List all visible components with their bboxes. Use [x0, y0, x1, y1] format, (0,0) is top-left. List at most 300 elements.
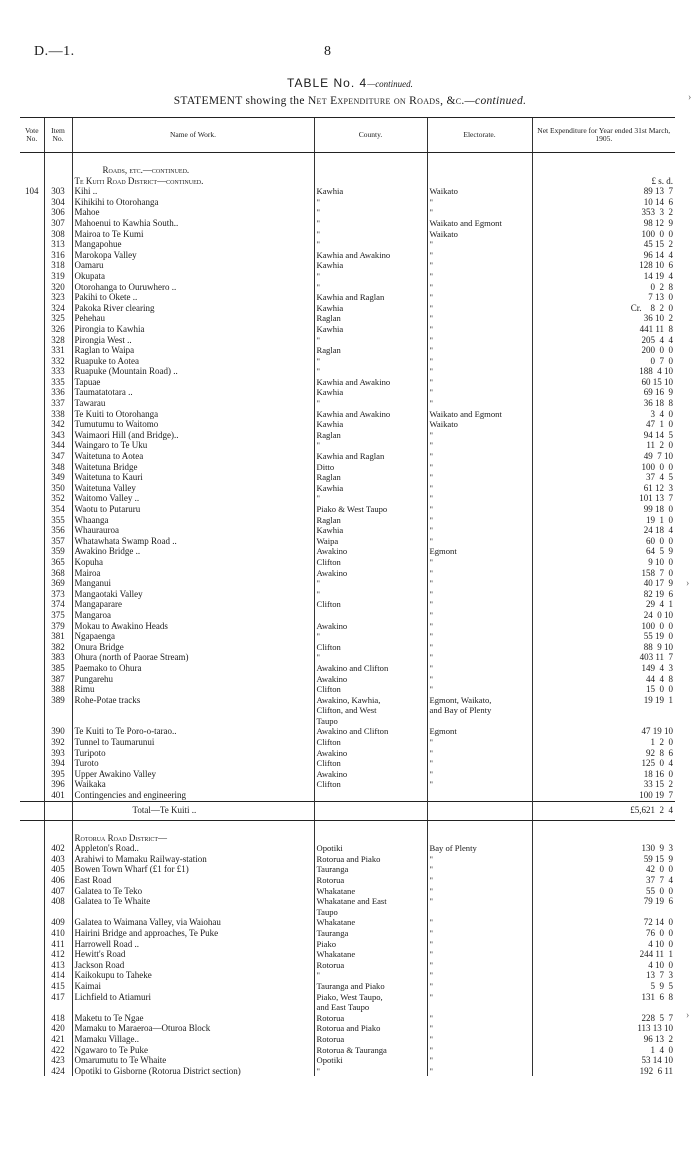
work-name: Waitetuna to Aotea [72, 451, 314, 462]
electorate-name: " [427, 568, 532, 579]
vote-number [20, 557, 44, 568]
table-row [20, 578, 675, 589]
work-name: Pirongia West .. [72, 335, 314, 346]
work-name: Kaikokupu to Taheke [72, 970, 314, 981]
electorate-name: " [427, 313, 532, 324]
county-name: Taupo [314, 716, 427, 727]
work-name: Whatawhata Swamp Road .. [72, 536, 314, 547]
table-row [20, 917, 675, 928]
county-name: Tauranga [314, 928, 427, 939]
vote-number [20, 949, 44, 960]
net-expenditure: 0 2 8 [532, 282, 675, 293]
net-expenditure: 113 13 10 [532, 1023, 675, 1034]
item-number: 324 [44, 303, 72, 314]
county-name: " [314, 282, 427, 293]
work-name: Appleton's Road.. [72, 843, 314, 854]
work-name [72, 907, 314, 918]
work-name: Turipoto [72, 748, 314, 759]
table-row [20, 504, 675, 515]
item-number: 373 [44, 589, 72, 600]
vote-number [20, 409, 44, 420]
work-name: Pirongia to Kawhia [72, 324, 314, 335]
net-expenditure [532, 1002, 675, 1013]
table-row [20, 197, 675, 208]
electorate-name: " [427, 536, 532, 547]
vote-number [20, 229, 44, 240]
net-expenditure: 188 4 10 [532, 366, 675, 377]
net-expenditure: 18 16 0 [532, 769, 675, 780]
electorate-name: " [427, 1023, 532, 1034]
work-name: Mangaroa [72, 610, 314, 621]
electorate-name: " [427, 462, 532, 473]
county-name [314, 610, 427, 621]
county-name: Kawhia [314, 483, 427, 494]
table-row [20, 589, 675, 600]
county-name: Rotorua [314, 960, 427, 971]
net-expenditure: 353 3 2 [532, 207, 675, 218]
vote-number [20, 218, 44, 229]
county-name: Kawhia and Raglan [314, 292, 427, 303]
table-body [20, 153, 675, 1077]
electorate-name: " [427, 430, 532, 441]
net-expenditure: 14 19 4 [532, 271, 675, 282]
item-number: 336 [44, 387, 72, 398]
vote-number [20, 631, 44, 642]
electorate-name: " [427, 917, 532, 928]
county-name: Awakino [314, 621, 427, 632]
item-number: 323 [44, 292, 72, 303]
electorate-name: " [427, 1013, 532, 1024]
item-number: 383 [44, 652, 72, 663]
net-expenditure: 228 5 7 [532, 1013, 675, 1024]
table-row [20, 451, 675, 462]
net-expenditure: 11 2 0 [532, 440, 675, 451]
item-number: 332 [44, 356, 72, 367]
item-number: 402 [44, 843, 72, 854]
county-name: Ditto [314, 462, 427, 473]
electorate-name: " [427, 440, 532, 451]
item-number: 350 [44, 483, 72, 494]
work-name [72, 705, 314, 716]
table-row [20, 536, 675, 547]
vote-number [20, 578, 44, 589]
work-name: Oamaru [72, 260, 314, 271]
item-cell [44, 833, 72, 844]
item-number: 415 [44, 981, 72, 992]
page-header [0, 0, 700, 120]
item-number: 304 [44, 197, 72, 208]
table-row [20, 1066, 675, 1077]
electorate-name: " [427, 525, 532, 536]
item-number: 375 [44, 610, 72, 621]
table-row [20, 483, 675, 494]
work-name: Harrowell Road .. [72, 939, 314, 950]
table-row [20, 769, 675, 780]
net-expenditure: 98 12 9 [532, 218, 675, 229]
spacer-row [20, 820, 675, 833]
work-name: Te Kuiti to Otorohanga [72, 409, 314, 420]
county-name: Kawhia and Awakino [314, 250, 427, 261]
county-name: " [314, 335, 427, 346]
work-name: Galatea to Waimana Valley, via Waiohau [72, 917, 314, 928]
work-name: East Road [72, 875, 314, 886]
work-name: Rohe-Potae tracks [72, 695, 314, 706]
electorate-name: Waikato [427, 186, 532, 197]
table-row [20, 1013, 675, 1024]
item-number: 393 [44, 748, 72, 759]
vote-number [20, 960, 44, 971]
table-row [20, 1023, 675, 1034]
net-expenditure: 9 10 0 [532, 557, 675, 568]
work-name: Rimu [72, 684, 314, 695]
electorate-name: " [427, 356, 532, 367]
electorate-name: and Bay of Plenty [427, 705, 532, 716]
county-name: " [314, 218, 427, 229]
net-expenditure: 40 17 9 [532, 578, 675, 589]
net-expenditure: 96 13 2 [532, 1034, 675, 1045]
net-expenditure: 4 10 0 [532, 939, 675, 950]
work-name: Galatea to Te Whaite [72, 896, 314, 907]
electorate-name: " [427, 1034, 532, 1045]
item-number: 326 [44, 324, 72, 335]
vote-number [20, 705, 44, 716]
table-row [20, 1034, 675, 1045]
item-number: 325 [44, 313, 72, 324]
item-number: 403 [44, 854, 72, 865]
net-expenditure: 53 14 10 [532, 1055, 675, 1066]
item-number: 390 [44, 726, 72, 737]
item-number: 354 [44, 504, 72, 515]
vote-number [20, 1023, 44, 1034]
county-name: Whakatane [314, 917, 427, 928]
section-heading: Roads, etc.—continued. [72, 165, 314, 176]
electorate-name: " [427, 949, 532, 960]
item-number: 306 [44, 207, 72, 218]
vote-number [20, 589, 44, 600]
net-expenditure: 125 0 4 [532, 758, 675, 769]
item-number: 343 [44, 430, 72, 441]
item-number: 349 [44, 472, 72, 483]
table-row [20, 398, 675, 409]
net-expenditure: 88 9 10 [532, 642, 675, 653]
table-row [20, 356, 675, 367]
table-row [20, 440, 675, 451]
county-name: Rotorua and Piako [314, 1023, 427, 1034]
table-row [20, 695, 675, 706]
work-name: Whaurauroa [72, 525, 314, 536]
county-name: Clifton, and West [314, 705, 427, 716]
net-expenditure: 4 10 0 [532, 960, 675, 971]
county-name: Awakino [314, 674, 427, 685]
work-name: Awakino Bridge .. [72, 546, 314, 557]
net-expenditure: 33 15 2 [532, 779, 675, 790]
vote-number [20, 387, 44, 398]
table-row [20, 949, 675, 960]
table-row [20, 599, 675, 610]
electorate-cell [427, 833, 532, 844]
electorate-name: " [427, 992, 532, 1003]
item-number: 333 [44, 366, 72, 377]
electorate-name: " [427, 557, 532, 568]
electorate-name: " [427, 1045, 532, 1056]
electorate-name: " [427, 207, 532, 218]
county-name: Kawhia and Raglan [314, 451, 427, 462]
net-expenditure: 403 11 7 [532, 652, 675, 663]
net-expenditure: 92 8 6 [532, 748, 675, 759]
vote-number [20, 440, 44, 451]
table-row [20, 271, 675, 282]
vote-number [20, 981, 44, 992]
net-expenditure: 192 6 11 [532, 1066, 675, 1077]
work-name: Pakihi to Okete .. [72, 292, 314, 303]
county-name: Raglan [314, 515, 427, 526]
vote-number [20, 1055, 44, 1066]
vote-number [20, 345, 44, 356]
vote-number [20, 377, 44, 388]
vote-number [20, 769, 44, 780]
item-number: 413 [44, 960, 72, 971]
statement-prefix: STATEMENT showing the [173, 95, 305, 107]
county-name: Awakino and Clifton [314, 726, 427, 737]
net-expenditure: 99 18 0 [532, 504, 675, 515]
table-row [20, 631, 675, 642]
work-name: Waikaka [72, 779, 314, 790]
electorate-name [427, 790, 532, 801]
table-row [20, 886, 675, 897]
item-number: 414 [44, 970, 72, 981]
county-name: Clifton [314, 557, 427, 568]
vote-number [20, 197, 44, 208]
vote-number [20, 992, 44, 1003]
col-vote-no: Vote No. [20, 118, 44, 153]
vote-number [20, 758, 44, 769]
table-row [20, 928, 675, 939]
electorate-name: Waikato and Egmont [427, 409, 532, 420]
vote-number [20, 313, 44, 324]
item-number: 379 [44, 621, 72, 632]
electorate-name: " [427, 960, 532, 971]
electorate-name: Waikato [427, 229, 532, 240]
statement-subject: Net Expenditure on Roads, &c. [307, 95, 465, 107]
work-name: Mangaotaki Valley [72, 589, 314, 600]
margin-mark: › [686, 1010, 690, 1021]
vote-number [20, 271, 44, 282]
table-row [20, 790, 675, 801]
net-expenditure: 19 1 0 [532, 515, 675, 526]
table-row [20, 610, 675, 621]
net-expenditure: 47 1 0 [532, 419, 675, 430]
work-name: Otorohanga to Ouruwhero .. [72, 282, 314, 293]
electorate-name: Egmont, Waikato, [427, 695, 532, 706]
electorate-name: " [427, 663, 532, 674]
table-row [20, 854, 675, 865]
table-row [20, 642, 675, 653]
item-number: 406 [44, 875, 72, 886]
item-number: 356 [44, 525, 72, 536]
vote-number [20, 748, 44, 759]
net-expenditure: 101 13 7 [532, 493, 675, 504]
net-expenditure: 72 14 0 [532, 917, 675, 928]
vote-number [20, 525, 44, 536]
vote-number [20, 324, 44, 335]
work-name: Tumutumu to Waitomo [72, 419, 314, 430]
electorate-name: " [427, 854, 532, 865]
county-name: Tauranga [314, 864, 427, 875]
net-expenditure: 64 5 9 [532, 546, 675, 557]
net-expenditure [532, 716, 675, 727]
county-name: Clifton [314, 779, 427, 790]
vote-number [20, 621, 44, 632]
item-number: 335 [44, 377, 72, 388]
vote-number [20, 1045, 44, 1056]
col-electorate: Electorate. [427, 118, 532, 153]
item-number: 407 [44, 886, 72, 897]
net-expenditure: 37 4 5 [532, 472, 675, 483]
item-number: 411 [44, 939, 72, 950]
county-name: " [314, 493, 427, 504]
work-name: Manganui [72, 578, 314, 589]
item-number: 303 [44, 186, 72, 197]
table-row [20, 525, 675, 536]
electorate-name [427, 716, 532, 727]
table-title [0, 76, 700, 90]
work-name: Contingencies and engineering [72, 790, 314, 801]
table-row [20, 621, 675, 632]
table-title-continued: —continued. [367, 79, 413, 89]
item-number: 381 [44, 631, 72, 642]
electorate-name: " [427, 282, 532, 293]
item-number: 424 [44, 1066, 72, 1077]
electorate-name: " [427, 578, 532, 589]
item-number: 319 [44, 271, 72, 282]
work-name: Waotu to Putaruru [72, 504, 314, 515]
item-number: 331 [44, 345, 72, 356]
electorate-name: " [427, 515, 532, 526]
county-name: " [314, 440, 427, 451]
work-name: Mangapohue [72, 239, 314, 250]
work-name: Waitomo Valley .. [72, 493, 314, 504]
net-expenditure: 441 11 8 [532, 324, 675, 335]
net-expenditure: 100 19 7 [532, 790, 675, 801]
net-expenditure: 100 0 0 [532, 621, 675, 632]
vote-number [20, 695, 44, 706]
item-number: 418 [44, 1013, 72, 1024]
net-expenditure: 36 10 2 [532, 313, 675, 324]
vote-number [20, 917, 44, 928]
item-number: 374 [44, 599, 72, 610]
vote-number [20, 419, 44, 430]
work-name: Pungarehu [72, 674, 314, 685]
net-expenditure: 149 4 3 [532, 663, 675, 674]
net-expenditure: 29 4 1 [532, 599, 675, 610]
document-reference: D.—1. [34, 44, 75, 59]
work-name: Turoto [72, 758, 314, 769]
table-row [20, 493, 675, 504]
table-row [20, 779, 675, 790]
table-row [20, 313, 675, 324]
county-name: Awakino [314, 748, 427, 759]
vote-number [20, 674, 44, 685]
net-expenditure: 3 4 0 [532, 409, 675, 420]
net-expenditure: 244 11 1 [532, 949, 675, 960]
county-name: Clifton [314, 684, 427, 695]
county-name: " [314, 197, 427, 208]
table-row [20, 387, 675, 398]
work-name: Bowen Town Wharf (£1 for £1) [72, 864, 314, 875]
net-expenditure: 55 19 0 [532, 631, 675, 642]
county-name: Raglan [314, 430, 427, 441]
net-expenditure: 60 0 0 [532, 536, 675, 547]
net-expenditure: 55 0 0 [532, 886, 675, 897]
item-number: 421 [44, 1034, 72, 1045]
district-heading: Rotorua Road District— [72, 833, 314, 844]
electorate-name: Bay of Plenty [427, 843, 532, 854]
vote-number [20, 451, 44, 462]
table-row [20, 515, 675, 526]
county-name: Raglan [314, 345, 427, 356]
col-name-of-work: Name of Work. [72, 118, 314, 153]
electorate-name: " [427, 451, 532, 462]
work-name: Mairoa [72, 568, 314, 579]
vote-cell [20, 176, 44, 187]
table-row [20, 684, 675, 695]
table-row [20, 345, 675, 356]
county-name: Whakatane [314, 949, 427, 960]
county-name: Clifton [314, 758, 427, 769]
net-expenditure: 158 7 0 [532, 568, 675, 579]
item-number: 401 [44, 790, 72, 801]
item-number: 395 [44, 769, 72, 780]
county-name: Taupo [314, 907, 427, 918]
item-number: 318 [44, 260, 72, 271]
electorate-name: " [427, 303, 532, 314]
table-row [20, 409, 675, 420]
electorate-name: " [427, 779, 532, 790]
table-row [20, 737, 675, 748]
item-number: 348 [44, 462, 72, 473]
electorate-cell [427, 801, 532, 820]
item-number: 365 [44, 557, 72, 568]
work-name: Ngawaro to Te Puke [72, 1045, 314, 1056]
vote-number [20, 716, 44, 727]
vote-number [20, 1002, 44, 1013]
table-row [20, 705, 675, 716]
work-name: Whaanga [72, 515, 314, 526]
vote-number [20, 843, 44, 854]
vote-number [20, 1013, 44, 1024]
work-name: Waimaori Hill (and Bridge).. [72, 430, 314, 441]
electorate-name: " [427, 197, 532, 208]
county-name: Rotorua [314, 875, 427, 886]
vote-number [20, 483, 44, 494]
vote-number [20, 779, 44, 790]
item-number: 355 [44, 515, 72, 526]
table-row [20, 907, 675, 918]
vote-cell [20, 833, 44, 844]
work-name: Lichfield to Atiamuri [72, 992, 314, 1003]
vote-number: 104 [25, 186, 39, 197]
table-row [20, 218, 675, 229]
table-row [20, 186, 675, 197]
vote-number [20, 1034, 44, 1045]
work-name [72, 716, 314, 727]
net-expenditure: 200 0 0 [532, 345, 675, 356]
vote-number [20, 970, 44, 981]
work-name: Paemako to Ohura [72, 663, 314, 674]
county-name: Kawhia [314, 260, 427, 271]
electorate-name: " [427, 652, 532, 663]
district-heading-row [20, 176, 675, 187]
